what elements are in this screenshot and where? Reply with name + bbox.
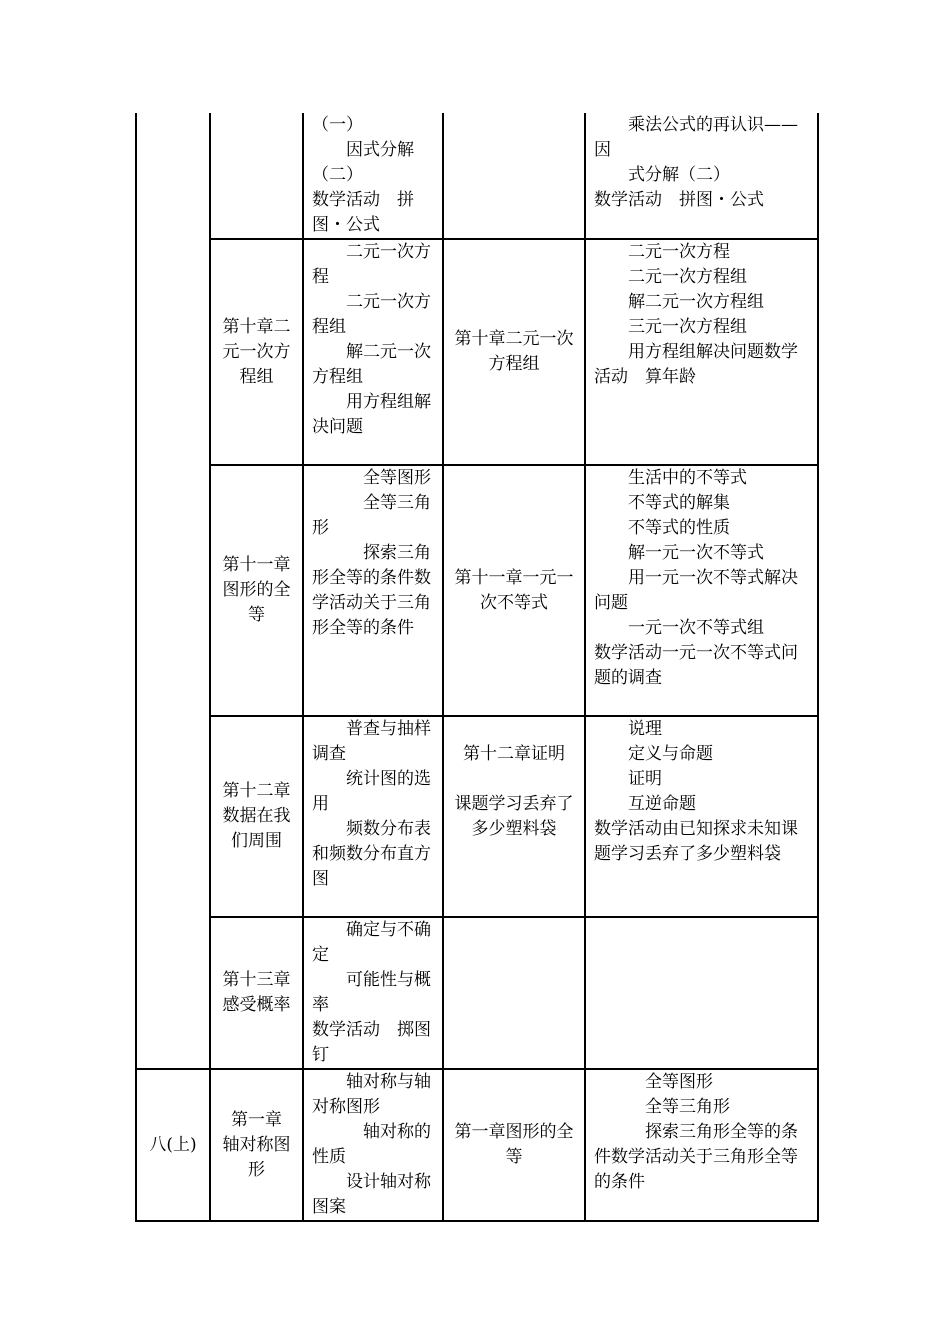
sections-right-cell: 全等图形 全等三角形 探索三角形全等的条件数学活动关于三角形全等的条件 xyxy=(585,1069,818,1221)
chapter-right-cell: 第十一章一元一次不等式 xyxy=(443,465,585,716)
grade-cell: 八(上) xyxy=(136,1069,210,1221)
chapter-left-cell: 第十二章 数据在我们周围 xyxy=(210,716,303,917)
sections-right-cell xyxy=(585,917,818,1069)
sections-left-cell: 普查与抽样调查 统计图的选用 频数分布表和频数分布直方图 xyxy=(303,716,443,917)
sections-left-cell: 轴对称与轴对称图形 轴对称的性质 设计轴对称图案 xyxy=(303,1069,443,1221)
chapter-right-cell: 第十章二元一次方程组 xyxy=(443,239,585,465)
table-row xyxy=(136,1069,818,1221)
chapter-left-cell xyxy=(210,113,303,239)
chapter-right-cell: 第一章图形的全等 xyxy=(443,1069,585,1221)
table-row xyxy=(136,465,818,716)
chapter-right-cell: 第十二章证明 课题学习丢弃了多少塑料袋 xyxy=(443,716,585,917)
sections-left-cell: 确定与不确定 可能性与概率 数学活动 掷图钉 xyxy=(303,917,443,1069)
table-row xyxy=(136,716,818,917)
sections-left-cell: （一） 因式分解 （二） 数学活动 拼图・公式 xyxy=(303,113,443,239)
sections-right-cell: 生活中的不等式 不等式的解集 不等式的性质 解一元一次不等式 用一元一次不等式解决问题 一元一次不等式组 数学活动一元一次不等式问题的调查 xyxy=(585,465,818,716)
chapter-left-cell: 第十三章 感受概率 xyxy=(210,917,303,1069)
sections-right-cell: 二元一次方程 二元一次方程组 解二元一次方程组 三元一次方程组 用方程组解决问题数学活动 算年龄 xyxy=(585,239,818,465)
chapter-left-cell: 第十章二元一次方程组 xyxy=(210,239,303,465)
sections-left-cell: 二元一次方程 二元一次方程组 解二元一次方程组 用方程组解决问题 xyxy=(303,239,443,465)
table-row xyxy=(136,239,818,465)
chapter-left-cell: 第十一章图形的全等 xyxy=(210,465,303,716)
sections-left-cell: 全等图形 全等三角形 探索三角形全等的条件数学活动关于三角形全等的条件 xyxy=(303,465,443,716)
sections-right-cell: 说理 定义与命题 证明 互逆命题 数学活动由已知探求未知课题学习丢弃了多少塑料袋 xyxy=(585,716,818,917)
chapter-left-cell: 第一章 轴对称图形 xyxy=(210,1069,303,1221)
grade-cell xyxy=(136,113,210,1069)
curriculum-table xyxy=(135,113,819,1222)
chapter-right-cell xyxy=(443,917,585,1069)
sections-right-cell: 乘法公式的再认识——因 式分解（二） 数学活动 拼图・公式 xyxy=(585,113,818,239)
table-row xyxy=(136,917,818,1069)
table-row xyxy=(136,113,818,239)
chapter-right-cell xyxy=(443,113,585,239)
